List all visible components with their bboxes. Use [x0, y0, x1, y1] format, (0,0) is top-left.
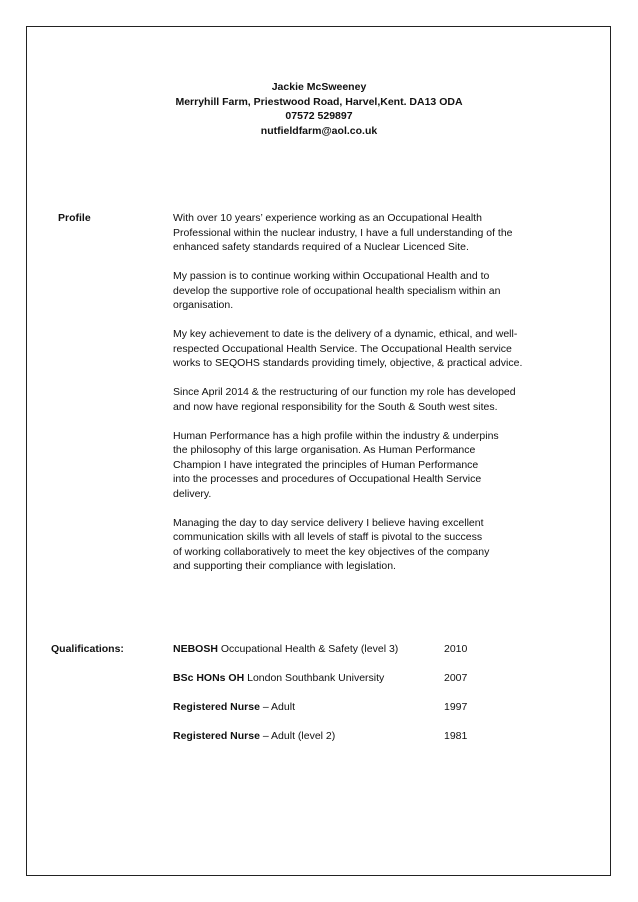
profile-paragraph [173, 385, 548, 414]
profile-line: Since April 2014 & the restructuring of our function my role has developed [173, 386, 516, 398]
qualification-year: 1997 [444, 701, 468, 713]
qualification-year: 2010 [444, 643, 468, 655]
qualification-year: 2007 [444, 672, 468, 684]
qualification-detail: London Southbank University [244, 672, 385, 684]
candidate-email: nutfieldfarm@aol.co.uk [260, 124, 378, 137]
profile-line: respected Occupational Health Service. The Occupational Health service [173, 342, 512, 355]
qualification-title: NEBOSH [173, 643, 218, 655]
profile-line: and now have regional responsibility for the South & South west sites. [173, 400, 498, 413]
qualification-title: BSc HONs OH [173, 672, 245, 684]
profile-line: Professional within the nuclear industry, I have a full understanding of the [173, 226, 513, 239]
profile-paragraph [173, 269, 548, 313]
qualification-row [173, 700, 493, 715]
profile-line: My key achievement to date is the delivery of a dynamic, ethical, and well- [173, 328, 518, 340]
qualification-row [173, 671, 493, 686]
qualification-title: Registered Nurse [173, 730, 260, 742]
qualification-detail: Occupational Health & Safety (level 3) [217, 643, 399, 655]
candidate-name: Jackie McSweeney [271, 81, 367, 93]
profile-line: works to SEQOHS standards providing timely, objective, & practical advice. [173, 357, 523, 369]
profile-heading: Profile [58, 212, 91, 224]
profile-paragraph [173, 516, 548, 574]
candidate-address: Merryhill Farm, Priestwood Road, Harvel,Kent. DA13 ODA [175, 95, 463, 108]
qualification-title: Registered Nurse [173, 701, 260, 713]
qualification-year: 1981 [444, 730, 468, 742]
profile-line: of working collaboratively to meet the key objectives of the company [173, 545, 490, 558]
profile-line: and supporting their compliance with legislation. [173, 560, 396, 572]
qualification-row [173, 642, 493, 657]
profile-body [173, 211, 548, 588]
profile-line: enhanced safety standards required of a Nuclear Licenced Site. [173, 241, 469, 253]
qualification-row [173, 729, 493, 744]
profile-line: communication skills with all levels of staff is pivotal to the success [173, 531, 483, 543]
profile-line: into the processes and procedures of Occupational Health Service [173, 473, 482, 485]
qualification-detail: – Adult [259, 701, 295, 713]
profile-line: delivery. [173, 487, 212, 500]
candidate-phone: 07572 529897 [285, 110, 353, 122]
cv-header [0, 80, 638, 138]
qualifications-heading: Qualifications: [51, 643, 124, 655]
profile-line: develop the supportive role of occupational health specialism within an [173, 284, 501, 297]
profile-line: Champion I have integrated the principles of Human Performance [173, 458, 479, 471]
profile-paragraph [173, 211, 548, 255]
profile-line: Managing the day to day service delivery I believe having excellent [173, 516, 484, 529]
profile-paragraph [173, 327, 548, 371]
profile-line: the philosophy of this large organisation. As Human Performance [173, 444, 476, 456]
profile-line: My passion is to continue working within Occupational Health and to [173, 270, 490, 282]
profile-paragraph [173, 429, 548, 502]
profile-line: With over 10 years’ experience working as an Occupational Health [173, 212, 482, 224]
profile-line: organisation. [173, 299, 234, 311]
qualification-detail: – Adult (level 2) [259, 730, 336, 742]
profile-line: Human Performance has a high profile within the industry & underpins [173, 429, 499, 442]
